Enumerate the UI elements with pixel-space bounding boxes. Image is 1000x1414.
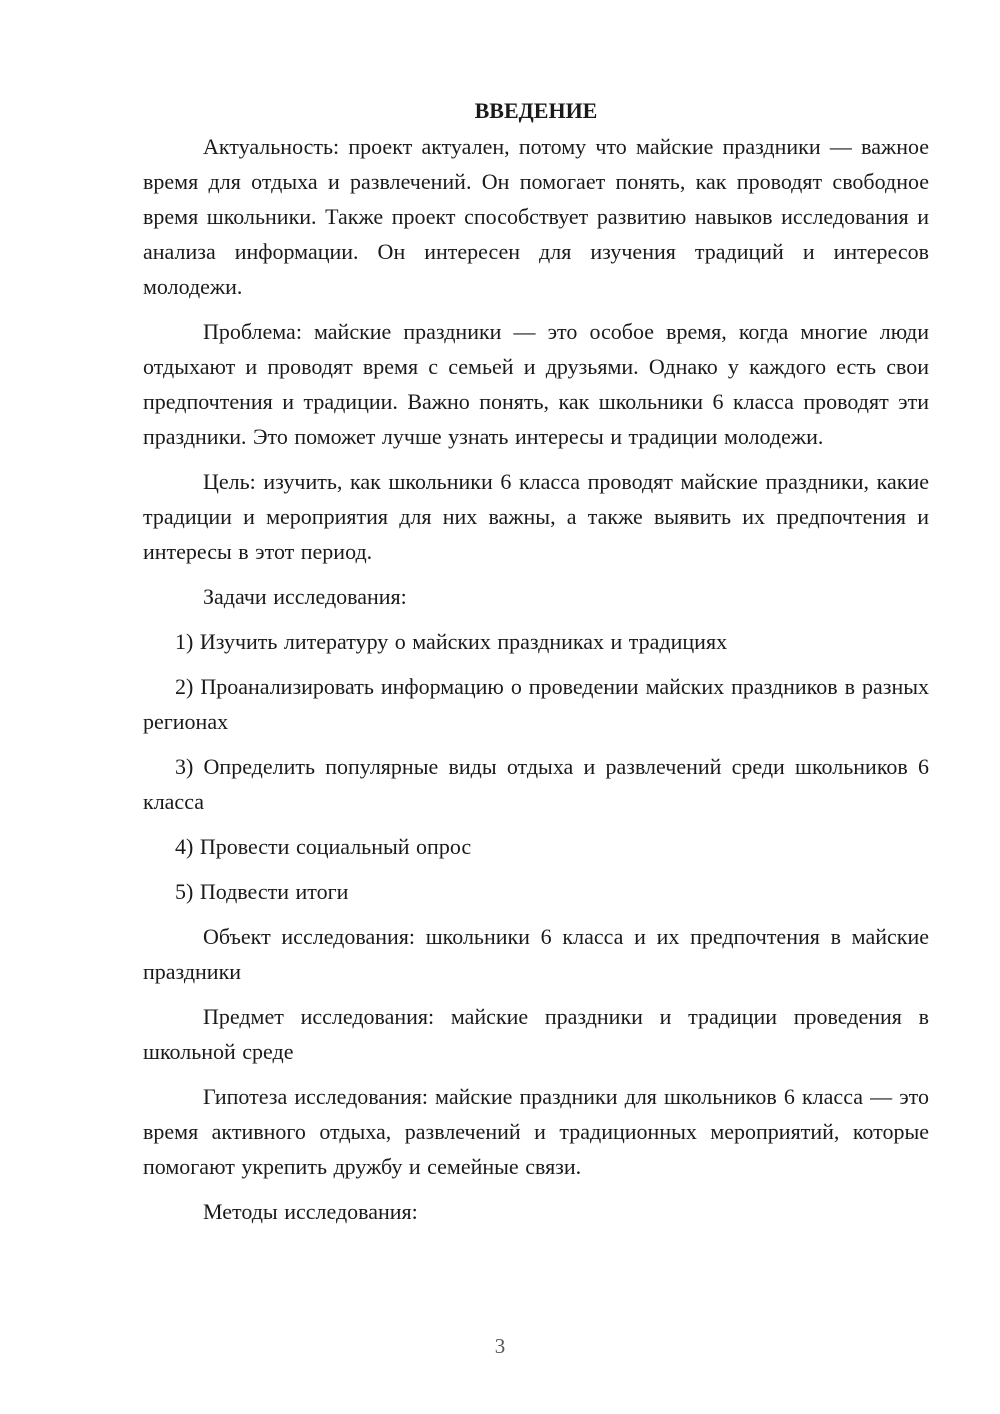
section-heading: ВВЕДЕНИЕ [474,98,598,123]
object-paragraph: Объект исследования: школьники 6 класса и их предпочтения в майские праздники [143,924,929,984]
task-item-3: 3) Определить популярные виды отдыха и развлечений среди школьников 6 класса [143,754,929,814]
task-item-2: 2) Проанализировать информацию о проведении майских праздников в разных регионах [143,674,929,734]
task-item-5: 5) Подвести итоги [175,879,349,904]
page-number: 3 [494,1334,506,1358]
goal-paragraph: Цель: изучить, как школьники 6 класса проводят майские праздники, какие традиции и мероприятия для них важны, а также выявить их предпочтения и интересы в этот период. [143,469,929,564]
relevance-paragraph: Актуальность: проект актуален, потому что майские праздники — важное время для отдыха и развлечений. Он помогает понять, как проводят свободное время школьники. Также проект способствует развитию навыков исследования и анализа информации. Он интересен для изучения традиций и интересов молодежи. [143,134,929,299]
task-item-4: 4) Провести социальный опрос [175,834,472,859]
task-item-1: 1) Изучить литературу о майских праздниках и традициях [175,629,728,654]
tasks-title: Задачи исследования: [203,584,407,609]
subject-paragraph: Предмет исследования: майские праздники и традиции проведения в школьной среде [143,1004,929,1064]
methods-title: Методы исследования: [203,1199,418,1224]
hypothesis-paragraph: Гипотеза исследования: майские праздники для школьников 6 класса — это время активного отдыха, развлечений и традиционных мероприятий, которые помогают укрепить дружбу и семейные связи. [143,1084,929,1179]
page-content [143,94,929,1239]
problem-paragraph: Проблема: майские праздники — это особое время, когда многие люди отдыхают и проводят время с семьей и друзьями. Однако у каждого есть свои предпочтения и традиции. Важно понять, как школьники 6 класса проводят эти праздники. Это поможет лучше узнать интересы и традиции молодежи. [143,319,929,449]
